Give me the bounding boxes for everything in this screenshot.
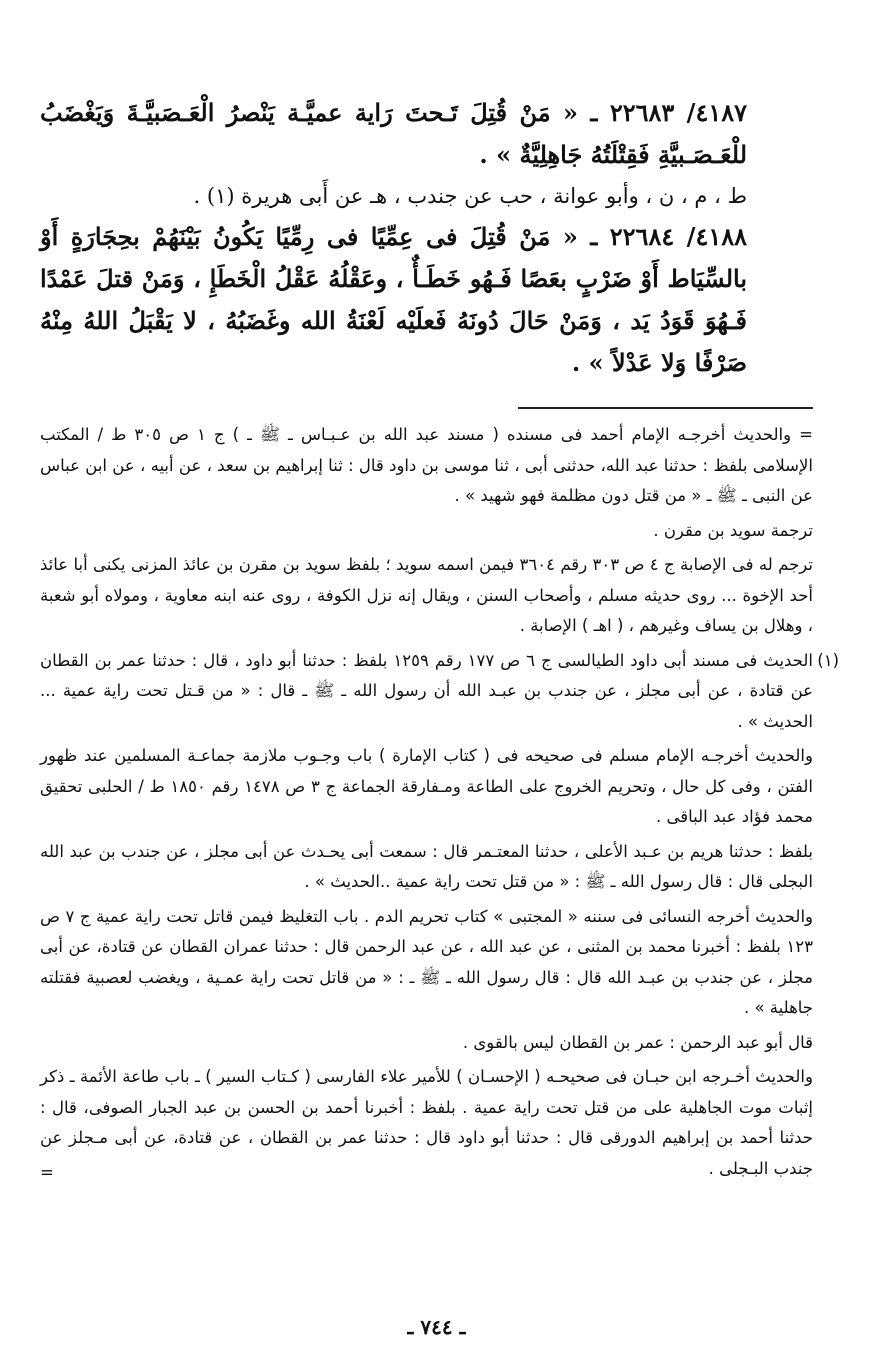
footnote-marker: (١) [817,650,839,670]
hadith-4187-sources: ط ، م ، ن ، وأبو عوانة ، حب عن جندب ، هـ عن أَبى هريرة (١) . [193,184,747,208]
hadith-4187: ٤١٨٧/ ٢٢٦٨٣ ـ « مَنْ قُتِلَ تَـحتَ رَاية عميَّـة يَنْصرُ الْعَـصَبيَّـةَ وَيَغْضَبُ للْعَـصَـبيَّةِ فَقِتْلَتُهُ جَاهِلِيَّةٌ » . [40,98,747,169]
footnote-paragraph: ترجم له فى الإصابة ج ٤ ص ٣٠٣ رقم ٣٦٠٤ فيمن اسمه سويد ؛ بلفظ سويد بن مقرن بن عائذ المزنى يكنى أبا عائذ أحد الإخوة ... روى حديثه مسلم ، وأصحاب السنن ، ويقال إنه نزل الكوفة ، روى عنه ابنه معاوية ، ومولاه أبو شعبة ، وهلال بن يساف وغيرهم ، ( اهـ ) الإصابة . [40,555,813,635]
hadith-section [40,92,833,384]
page-number: ـ ٧٤٤ ـ [407,1315,466,1339]
footnote-paragraph: = والحديث أخرجـه الإمام أحمد فى مسنده ( مسند عبد الله بن عـبـاس ـ ﷺ ـ ) ج ١ ص ٣٠٥ ط / المكتب الإسلامى بلفظ : حدثنا عبد الله، حدثنى أبى ، ثنا موسى بن داود قال : ثنا إبراهيم بن سعد ، عن أبيه ، عن ابن عباس عن النبى ـ ﷺ ـ « من قتل دون مظلمة فهو شهيد » . [40,425,813,505]
hadith-4188: ٤١٨٨/ ٢٢٦٨٤ ـ « مَنْ قُتِلَ فى عِمِّيًا فى رِمِّيًا يَكُونُ بَيْنَهُمْ بحِجَارَةٍ أَوْ بالسِّيَاط أَوْ ضَرْبٍ بعَصًا فَـهُو خَطَـأٌ ، وعَقْلُهُ عَقْلُ الْخَطَإِ ، وَمَنْ قتلَ عَمْدًا فَـهُوَ قَوَدُ يَد ، وَمَنْ حَالَ دُونَهُ فَعلَيْه لَعْنَةُ الله وغَضَبُهُ ، لا يَقْبَلُ اللهُ مِنْهُ صَرْفًا وَلا عَدْلاً » . [40,222,748,377]
footnote-paragraph: والحديث أخرجه النسائى فى سننه « المجتبى » كتاب تحريم الدم . باب التغليظ فيمن قاتل تحت راية عمية ج ٧ ص ١٢٣ بلفظ : أخبرنا محمد بن المثنى ، عن عبد الله ، عن عبد الرحمن قال : حدثنا عمران القطان عن قتادة، عن أبى مجلز ، عن جندب بن عبـد الله قال : قال رسول الله ـ ﷺ ـ : « من قاتل تحت راية عمـية ، ويغضب لعصبية فقتلته جاهلية » . [40,906,813,1017]
footnote-1 [40,646,839,738]
continuation-mark: = [40,1163,54,1182]
footnotes [40,420,839,1193]
footnote-paragraph: قال أبو عبد الرحمن : عمر بن القطان ليس بالقوى . [462,1032,813,1052]
footnote-paragraph: ترجمة سويد بن مقرن . [653,520,813,540]
footnote-divider [518,407,813,409]
footnote-paragraph: والحديث أخرجـه الإمام مسلم فى صحيحه فى ( كتاب الإمارة ) باب وجـوب ملازمة جماعـة المسلمين عند ظهور الفتن ، وفى كل حال ، وتحريم الخروج على الطاعة ومـفارقة الجماعة ج ٣ ص ١٤٧٨ رقم ١٨٥٠ ط / الحلبى تحقيق محمد فؤاد عبد الباقى . [40,746,813,826]
footnote-paragraph: بلفظ : حدثنا هريم بن عـبد الأعلى ، حدثنا المعتـمر قال : سمعت أبى يحـدث عن أبى مجلز ، عن جندب بن عبد الله البجلى قال : قال رسول الله ـ ﷺ : « من قتل تحت راية عمية ..الحديث » . [40,841,813,891]
footnote-paragraph: والحديث أخـرجه ابن حبـان فى صحيحـه ( الإحسـان ) للأمير علاء الفارسى ( كـتاب السير ) ـ باب طاعة الأئمة ـ ذكر إثبات موت الجاهلية على من قتل تحت راية عمية . بلفظ : أخبرنا أحمد بن الحسن بن عبد الجبار الصوفى، قال : حدثنا أحمد بن إبراهيم الدورقى قال : حدثنا أبو داود قال : حدثنا عمر بن القطان ، عن قتادة، عن أبى مـجلز عن جندب البـجلى . [40,1067,813,1178]
footnote-1-text: الحديث فى مسند أبى داود الطيالسى ج ٦ ص ١٧٧ رقم ١٢٥٩ بلفظ : حدثنا أبو داود ، قال : حدثنا عمر بن القطان عن قتادة ، عن أبى مجلز ، عن جندب بن عبـد الله أن رسول الله ـ ﷺ ـ قال : « من قـتل تحت راية عمية ... الحديث » . [40,650,813,731]
